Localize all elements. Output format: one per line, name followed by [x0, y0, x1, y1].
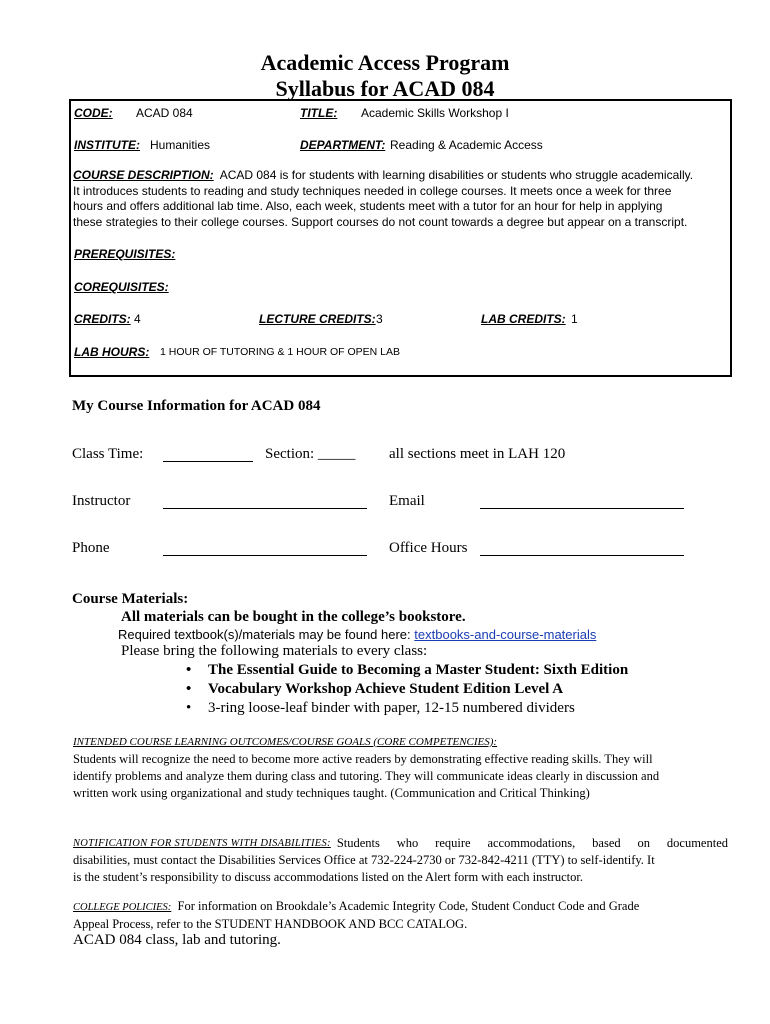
course-info-heading: My Course Information for ACAD 084 [72, 398, 321, 414]
material-item-3: 3-ring loose-leaf binder with paper, 12-15 numbered dividers [208, 700, 575, 716]
office-hours-label: Office Hours [389, 540, 468, 556]
bookstore-note: All materials can be bought in the college’s bookstore. [121, 609, 466, 625]
lab-credits-value: 1 [571, 312, 578, 326]
policies-line1: For information on Brookdale’s Academic Integrity Code, Student Conduct Code and Grade [177, 899, 640, 913]
email-label: Email [389, 493, 425, 509]
credits-value: 4 [134, 312, 141, 326]
class-time-blank[interactable] [163, 461, 253, 462]
bullet-icon: • [186, 662, 192, 678]
disabilities-line1: Students who require accommodations, based on documented [336, 836, 728, 850]
disabilities-line3: is the student’s responsibility to discuss accommodations listed on the Alert form with each instructor. [73, 870, 583, 884]
instructor-label: Instructor [72, 493, 131, 509]
department-label: DEPARTMENT: [300, 138, 386, 152]
list-item [186, 662, 628, 679]
outcomes-line1: Students will recognize the need to become more active readers by demonstrating effective reading skills. They will [73, 752, 653, 766]
department-value: Reading & Academic Access [390, 138, 543, 152]
outcomes-section [73, 734, 728, 802]
phone-label: Phone [72, 540, 110, 556]
lecture-credits-label: LECTURE CREDITS: [259, 312, 376, 326]
material-item-1: The Essential Guide to Becoming a Master Student: Sixth Edition [208, 662, 629, 678]
office-hours-blank[interactable] [480, 555, 684, 556]
closing-line: ACAD 084 class, lab and tutoring. [73, 932, 281, 948]
list-item [186, 681, 563, 698]
bring-text: Please bring the following materials to every class: [121, 643, 428, 659]
code-value: ACAD 084 [136, 106, 193, 120]
course-description-line3: hours and offers additional lab time. Also, each week, students meet with a tutor for an hour for help in applying [73, 199, 663, 213]
title-value: Academic Skills Workshop I [361, 106, 509, 120]
required-materials-line [118, 627, 596, 642]
lab-credits-label: LAB CREDITS: [481, 312, 566, 326]
outcomes-line2: identify problems and analyze them during class and tutoring. They will communicate ideas clearly in discussion and [73, 769, 660, 783]
lab-hours-label: LAB HOURS: [74, 345, 150, 359]
policies-label: COLLEGE POLICIES: [73, 902, 172, 913]
bullet-icon: • [186, 681, 192, 697]
course-description-label: COURSE DESCRIPTION: [73, 168, 214, 182]
outcomes-label: INTENDED COURSE LEARNING OUTCOMES/COURSE GOALS (CORE COMPETENCIES): [73, 736, 498, 748]
institute-label: INSTITUTE: [74, 138, 140, 152]
list-item [186, 700, 575, 717]
code-label: CODE: [74, 106, 113, 120]
course-description-line4: these strategies to their college courses. Support courses do not count towards a degree but appear on a transcript. [73, 214, 688, 229]
prerequisites-label: PREREQUISITES: [74, 247, 176, 261]
materials-heading: Course Materials: [72, 591, 189, 607]
institute-value: Humanities [150, 138, 211, 152]
credits-label: CREDITS: [74, 312, 131, 326]
lecture-credits-value: 3 [376, 312, 383, 326]
material-item-2: Vocabulary Workshop Achieve Student Edition Level A [208, 681, 564, 697]
phone-blank[interactable] [163, 555, 367, 556]
email-blank[interactable] [480, 508, 684, 509]
outcomes-line3: written work using organizational and study techniques taught. (Communication and Critical Thinking) [73, 786, 590, 800]
section-label: Section: _____ [265, 446, 356, 462]
policies-line2: Appeal Process, refer to the STUDENT HANDBOOK AND BCC CATALOG. [73, 917, 468, 931]
policies-section [73, 898, 728, 933]
bullet-icon: • [186, 700, 192, 716]
page-title: Academic Access Program [260, 50, 510, 75]
course-description [73, 168, 729, 230]
materials-link[interactable]: textbooks-and-course-materials [414, 627, 597, 642]
course-description-line2: It introduces students to reading and study techniques needed in college courses. It meets once a week for three [73, 183, 672, 198]
disabilities-section [73, 835, 728, 886]
title-label: TITLE: [300, 106, 338, 120]
disabilities-line2: disabilities, must contact the Disabilities Services Office at 732-224-2730 or 732-842-4211 (TTY) to self-identify. It [73, 853, 655, 867]
instructor-blank[interactable] [163, 508, 367, 509]
course-description-line1: ACAD 084 is for students with learning disabilities or students who struggle academically. [219, 168, 694, 182]
disabilities-label: NOTIFICATION FOR STUDENTS WITH DISABILITIES: [73, 838, 331, 849]
sections-note: all sections meet in LAH 120 [389, 446, 566, 462]
lab-hours-value: 1 HOUR OF TUTORING & 1 HOUR OF OPEN LAB [160, 346, 400, 358]
page-subtitle: Syllabus for ACAD 084 [275, 76, 495, 101]
required-text: Required textbook(s)/materials may be found here: [118, 627, 411, 642]
class-time-label: Class Time: [72, 446, 144, 462]
corequisites-label: COREQUISITES: [74, 280, 169, 294]
